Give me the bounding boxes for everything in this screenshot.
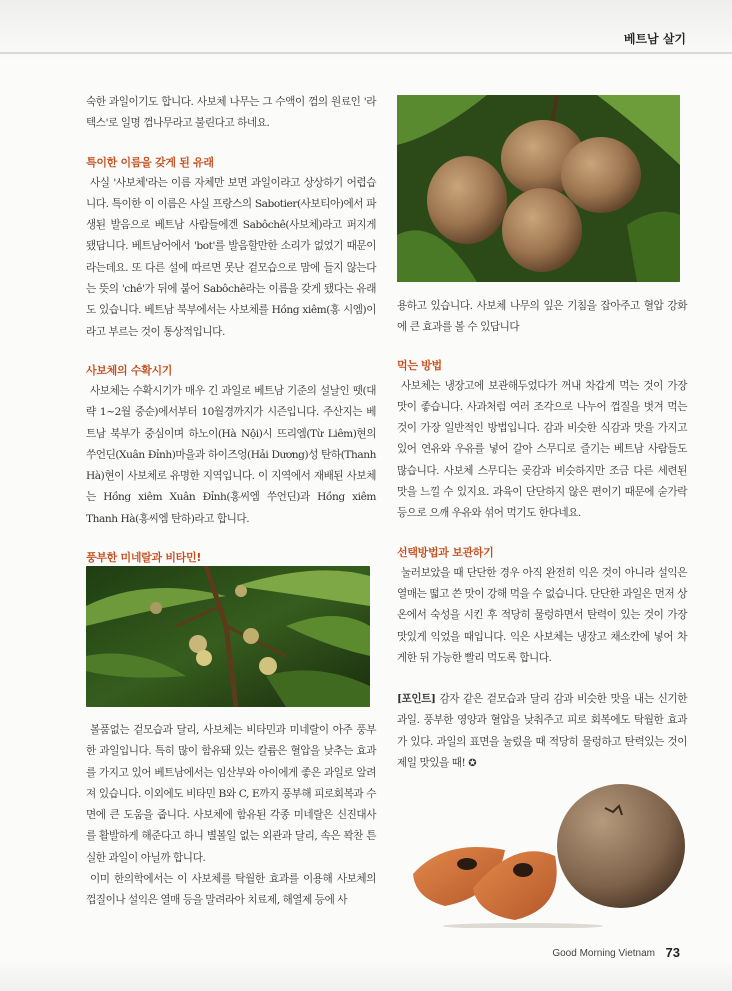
sapodilla-cut-photo [405,778,688,928]
footer-magazine-name: Good Morning Vietnam [552,948,655,959]
left-column [86,92,376,566]
heading-how-to-eat: 먹는 방법 [397,358,442,372]
intro-paragraph: 숙한 과일이기도 합니다. 사보체 나무는 그 수액이 껌의 원료인 '라텍스'로 일명 껌나무라고 불린다고 하네요. [86,96,376,130]
fruit-illustration [397,95,680,282]
section-tag: 베트남 살기 [623,32,686,46]
sapodilla-fruit-photo [397,95,680,282]
point-tag: [포인트] [397,693,436,706]
nutrition-paragraph: 볼품없는 겉모습과 달리, 사보체는 비타민과 미네랄이 아주 풍부한 과일입니다. 특히 많이 함유돼 있는 칼륨은 혈압을 낮추는 효과를 가지고 있어 베트남에서는 임산부와 아이에게 좋은 과일로 알려져 있습니다. 이외에도 비타민 B와 C, E까지 풍부해 피로회복과 수면에 큰 도움을 줍니다. 사보체에 함유된 각종 미네랄은 신진대사를 활발하게 해준다고 하니 별볼일 없는 외관과 달리, 속은 꽉찬 튼실한 과일이 아닐까 합니다. [86,724,376,864]
header-rule [0,52,732,54]
how-to-eat-paragraph: 사보체는 냉장고에 보관해두었다가 꺼내 차갑게 먹는 것이 가장 맛이 좋습니다. 사과처럼 여러 조각으로 나누어 껍질을 벗겨 먹는 것이 가장 일반적인 방법입니다. 감과 비슷한 식감과 맛을 가지고 있어 연유와 우유를 넣어 갈아 스무디로 즐기는 베트남 사람들도 많습니다. 사보체 스무디는 곶감과 비슷하지만 조금 다른 세련된 맛을 느낄 수 있지요. 과육이 단단하지 않은 편이기 때문에 숟가락 등으로 으깨 우유와 섞어 먹기도 한다네요. [397,379,687,520]
point-text: 감자 같은 겉모습과 달리 감과 비슷한 맛을 내는 신기한 과일. 풍부한 영양과 혈압을 낮춰주고 피로 회복에도 탁월한 효과가 있다. 과일의 표면을 눌렀을 때 적당히 물렁하고 탄력있는 것이 제일 맛있을 때! [397,693,687,770]
right-column [397,296,687,774]
heading-nutrition: 풍부한 미네랄과 비타민! [86,551,202,565]
page-number: 73 [665,945,680,960]
end-mark-icon: ✪ [468,758,477,770]
flower-illustration [86,566,370,707]
point-paragraph [397,689,687,774]
heading-selection-storage: 선택방법과 보관하기 [397,545,494,559]
heading-harvest: 사보체의 수확시기 [86,363,173,377]
cut-fruit-illustration [405,778,688,928]
harvest-paragraph: 사보체는 수확시기가 매우 긴 과일로 베트남 기준의 설날인 뗏(대략 1~2월 중순)에서부터 10월경까지가 시즌입니다. 주산지는 베트남 북부가 중심이며 하노이(Hà Nội)시 뜨리엠(Từ Liêm)현의 쑤언딘(Xuân Đỉnh)마을과 하이즈엉(Hải Dương)성 탄하(Thanh Hà)현이 사보체로 유명한 지역입니다. 이 지역에서 재배된 사보체는 Hồng xiêm Xuân Đỉnh(홍씨엠 쑤언딘)과 Hồng xiêm Thanh Hà(홍씨엠 탄하)라고 합니다. [86,384,376,525]
medicine-paragraph: 이미 한의학에서는 이 사보체를 탁월한 효과를 이용해 사보체의 껍질이나 설익은 열매 등을 말려라아 치료제, 해열제 등에 사 [86,873,376,907]
selection-storage-paragraph: 눌러보았을 때 단단한 경우 아직 완전히 익은 것이 아니라 설익은 열매는 떫고 쓴 맛이 강해 먹을 수 없습니다. 단단한 과일은 먼저 상온에서 숙성을 시킨 후 적당히 물렁하면서 탄력이 있는 것이 가장 맛있게 익었을 때입니다. 익은 사보체는 냉장고 채소칸에 넣어 차게한 뒤 가능한 빨리 먹도록 합니다. [397,566,687,664]
continued-paragraph: 용하고 있습니다. 사보체 나무의 잎은 기침을 잡아주고 혈압 강화에 큰 효과를 볼 수 있답니다 [397,300,687,334]
name-origin-paragraph: 사실 '사보체'라는 이름 자체만 보면 과일이라고 상상하기 어렵습니다. 특이한 이 이름은 사실 프랑스의 Sabotier(사보티아)에서 파생된 발음으로 베트남 사람들에겐 Sabôchê(사보체)라고 퍼지게 됐답니다. 베트남어에서 'bot'를 발음할만한 소리가 없었기 때문이라는데요. 또 다른 설에 따르면 못난 겉모습으로 맘에 들지 않는다는 뜻의 'chê'가 뒤에 붙어 Sabôchê라는 이름을 갖게 됐다는 유래도 있습니다. 베트남 북부에서는 사보체를 Hồng xiêm(홍 시엠)이라고 부르는 것이 통상적입니다. [86,176,376,338]
heading-name-origin: 특이한 이름을 갖게 된 유래 [86,155,214,169]
sapodilla-flower-photo [86,566,370,707]
left-column-lower [86,720,376,912]
